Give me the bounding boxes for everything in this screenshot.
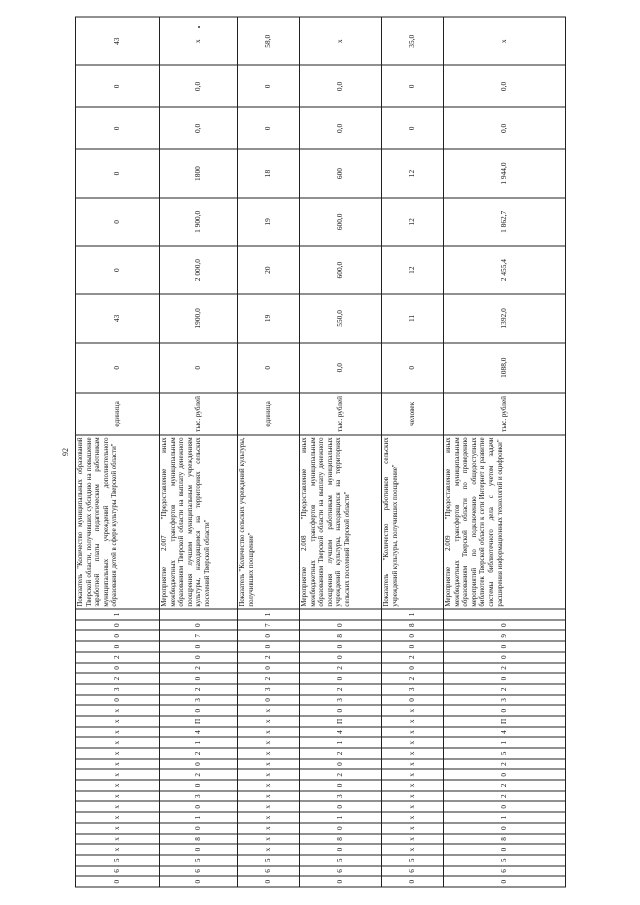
code-digit-cell: x (382, 802, 444, 813)
value-cell: 0 (238, 107, 300, 149)
code-digit-cell: 0 (160, 673, 238, 684)
code-digit-cell: x (382, 759, 444, 770)
page-number: 92 (61, 448, 70, 456)
value-cell: 0 (76, 107, 160, 149)
unit-cell: единица (76, 393, 160, 435)
code-digit-cell: x (238, 748, 300, 759)
code-digit-cell: 4 (160, 727, 238, 738)
code-digit-cell: 0 (300, 844, 382, 855)
code-digit-cell: x (238, 844, 300, 855)
code-digit-cell: 3 (76, 684, 160, 695)
code-digit-cell: 5 (444, 748, 566, 759)
code-digit-cell: 0 (76, 620, 160, 631)
code-digit-cell: 2 (238, 673, 300, 684)
value-cell: 19 (238, 198, 300, 246)
code-digit-cell: 2 (238, 652, 300, 663)
code-digit-cell: 0 (160, 652, 238, 663)
code-digit-cell: 2 (160, 748, 238, 759)
code-digit-cell: 9 (444, 631, 566, 642)
value-cell: 1800 (160, 149, 238, 197)
code-digit-cell: 0 (76, 641, 160, 652)
code-digit-cell: 2 (444, 791, 566, 802)
description-cell: Мероприятие 2.008 "Предоставление иных межбюджетных трансфертов муниципальным образованиям Тверской области на выплату денежного поощрения лучшим работникам муниципальных учреждений культуры, находящихся на территориях сельских поселений Тверской области" (300, 435, 382, 609)
code-digit-cell: x (238, 834, 300, 845)
code-digit-cell: 0 (300, 802, 382, 813)
code-digit-cell: П (160, 716, 238, 727)
code-digit-cell: 2 (382, 673, 444, 684)
code-digit-cell: 0 (300, 620, 382, 631)
code-digit-cell: 0 (444, 652, 566, 663)
code-digit-cell: 2 (300, 769, 382, 780)
value-cell: 58,0 (238, 17, 300, 65)
code-digit-cell: x (238, 759, 300, 770)
code-digit-cell: 0 (444, 641, 566, 652)
table-row (238, 17, 300, 887)
code-digit-cell: 3 (300, 695, 382, 706)
value-cell: 0 (76, 65, 160, 107)
code-digit-cell: 0 (160, 844, 238, 855)
code-digit-cell: 0 (444, 876, 566, 887)
code-digit-cell: x (382, 716, 444, 727)
value-cell: 35,0 (382, 17, 444, 65)
value-cell: 12 (382, 198, 444, 246)
code-digit-cell: 8 (160, 834, 238, 845)
code-digit-cell: x (238, 780, 300, 791)
code-digit-cell: x (238, 727, 300, 738)
code-digit-cell: 1 (160, 737, 238, 748)
code-digit-cell: 4 (444, 727, 566, 738)
code-digit-cell: 4 (300, 727, 382, 738)
code-digit-cell: 0 (300, 759, 382, 770)
value-cell: 2 000,0 (160, 246, 238, 294)
code-digit-cell: x (238, 791, 300, 802)
code-digit-cell: 3 (238, 684, 300, 695)
code-digit-cell: x (382, 823, 444, 834)
code-digit-cell: 0 (238, 663, 300, 674)
code-digit-cell: 2 (444, 663, 566, 674)
value-cell: 600,0 (300, 246, 382, 294)
code-digit-cell: 1 (382, 609, 444, 620)
code-digit-cell: 2 (444, 780, 566, 791)
code-digit-cell: x (238, 823, 300, 834)
code-digit-cell: x (76, 759, 160, 770)
code-digit-cell: 0 (444, 823, 566, 834)
value-cell: 0 (382, 343, 444, 393)
value-cell: 12 (382, 246, 444, 294)
code-digit-cell: x (382, 844, 444, 855)
value-cell: 2 455,4 (444, 246, 566, 294)
value-cell: 0,0 (444, 107, 566, 149)
value-cell: 12 (382, 149, 444, 197)
value-cell: 0,0 (444, 65, 566, 107)
code-digit-cell: 8 (382, 620, 444, 631)
code-digit-cell: 0 (382, 663, 444, 674)
code-digit-cell: 5 (238, 855, 300, 866)
value-cell: 0 (238, 343, 300, 393)
code-digit-cell: 3 (444, 695, 566, 706)
code-digit-cell: x (382, 727, 444, 738)
code-digit-cell (444, 609, 566, 620)
value-cell: 1088,0 (444, 343, 566, 393)
code-digit-cell: x (76, 737, 160, 748)
code-digit-cell: 5 (300, 855, 382, 866)
code-digit-cell: x (76, 769, 160, 780)
code-digit-cell: 0 (160, 780, 238, 791)
code-digit-cell: 6 (76, 866, 160, 877)
code-digit-cell: 0 (444, 769, 566, 780)
code-digit-cell: 0 (76, 876, 160, 887)
code-digit-cell: 1 (160, 812, 238, 823)
code-digit-cell: 0 (76, 663, 160, 674)
code-digit-cell: 1 (444, 812, 566, 823)
code-digit-cell: x (76, 748, 160, 759)
code-digit-cell: x (382, 834, 444, 845)
code-digit-cell: 0 (382, 631, 444, 642)
code-digit-cell: x (382, 705, 444, 716)
table-row (382, 17, 444, 887)
code-digit-cell: 0 (160, 705, 238, 716)
code-digit-cell: x (382, 791, 444, 802)
unit-cell: тыс. рублей (160, 393, 238, 435)
code-digit-cell: x (238, 737, 300, 748)
code-digit-cell: 8 (300, 834, 382, 845)
code-digit-cell: 6 (444, 866, 566, 877)
description-cell: Показатель "Количество муниципальных образований Тверской области, получивших субсидию на повышение заработной платы педагогическим работникам муниципальных учреждений дополнительного образования детей в сфере культуры Тверской области" (76, 435, 160, 609)
code-digit-cell: x (382, 737, 444, 748)
table-row (160, 17, 238, 887)
code-digit-cell: x (238, 769, 300, 780)
code-digit-cell: 3 (300, 791, 382, 802)
value-cell: 19 (238, 294, 300, 342)
value-cell: 43 (76, 17, 160, 65)
code-digit-cell: 5 (76, 855, 160, 866)
value-cell: 0 (160, 343, 238, 393)
code-digit-cell: x (382, 748, 444, 759)
code-digit-cell: 0 (160, 759, 238, 770)
code-digit-cell: 0 (300, 673, 382, 684)
description-cell: Показатель "Количество сельских учреждений культуры, получивших поощрение" (238, 435, 300, 609)
code-digit-cell: 0 (300, 641, 382, 652)
code-digit-cell: 0 (300, 876, 382, 887)
code-digit-cell: x (76, 705, 160, 716)
code-digit-cell: 2 (382, 652, 444, 663)
value-cell: 0,0 (160, 65, 238, 107)
code-digit-cell: x (76, 780, 160, 791)
value-cell: 43 (76, 294, 160, 342)
value-cell: x (160, 17, 238, 65)
code-digit-cell: x (382, 780, 444, 791)
code-digit-cell: 2 (300, 748, 382, 759)
code-digit-cell: 1 (300, 812, 382, 823)
code-digit-cell: 0 (160, 802, 238, 813)
code-digit-cell: 0 (444, 802, 566, 813)
code-digit-cell: 0 (382, 876, 444, 887)
code-digit-cell: x (76, 727, 160, 738)
code-digit-cell: П (300, 716, 382, 727)
code-digit-cell: x (382, 812, 444, 823)
value-cell: 0 (76, 246, 160, 294)
code-digit-cell: П (444, 716, 566, 727)
code-digit-cell: 0 (160, 641, 238, 652)
code-digit-cell: 7 (160, 631, 238, 642)
code-digit-cell: x (76, 812, 160, 823)
description-cell: Мероприятие 2.007 "Предоставление иных межбюджетных трансфертов муниципальным образованиям Тверской области на выплату денежного поощрения лучшим муниципальным учреждениям культуры, находящимся на территориях сельских поселений Тверской области" (160, 435, 238, 609)
value-cell: 1 900,0 (160, 198, 238, 246)
value-cell: x (444, 17, 566, 65)
value-cell: x (300, 17, 382, 65)
value-cell: 600,0 (300, 198, 382, 246)
code-digit-cell: 6 (300, 866, 382, 877)
code-digit-cell: 8 (444, 834, 566, 845)
value-cell: 0,0 (300, 107, 382, 149)
code-digit-cell: 2 (76, 652, 160, 663)
value-cell: 1 862,7 (444, 198, 566, 246)
rotated-document (61, 17, 565, 888)
value-cell: 0 (238, 65, 300, 107)
code-digit-cell: x (238, 716, 300, 727)
unit-cell: тыс. рублей (444, 393, 566, 435)
code-digit-cell: 2 (160, 663, 238, 674)
code-digit-cell: 1 (444, 737, 566, 748)
code-digit-cell: 0 (76, 695, 160, 706)
code-digit-cell (160, 609, 238, 620)
value-cell: 20 (238, 246, 300, 294)
code-digit-cell: 0 (382, 695, 444, 706)
code-digit-cell: 2 (444, 759, 566, 770)
value-cell: 0 (76, 198, 160, 246)
code-digit-cell: 0 (300, 780, 382, 791)
code-digit-cell: 0 (238, 695, 300, 706)
code-digit-cell: 0 (76, 631, 160, 642)
code-digit-cell: 1 (300, 737, 382, 748)
code-digit-cell: 0 (160, 823, 238, 834)
code-digit-cell: 8 (300, 631, 382, 642)
code-digit-cell: 0 (238, 876, 300, 887)
code-digit-cell: 0 (300, 705, 382, 716)
code-digit-cell: 0 (444, 844, 566, 855)
code-digit-cell: 1 (76, 609, 160, 620)
code-digit-cell: x (238, 802, 300, 813)
value-cell: 0 (76, 149, 160, 197)
program-table (75, 17, 566, 888)
value-cell: 1392,0 (444, 294, 566, 342)
code-digit-cell: 2 (160, 684, 238, 695)
code-digit-cell: x (238, 812, 300, 823)
code-digit-cell: 0 (444, 705, 566, 716)
value-cell: 0,0 (160, 107, 238, 149)
code-digit-cell: 0 (238, 631, 300, 642)
code-digit-cell: x (76, 716, 160, 727)
code-digit-cell: 2 (300, 663, 382, 674)
value-cell: 0 (382, 65, 444, 107)
table-row (300, 17, 382, 887)
code-digit-cell: 5 (444, 855, 566, 866)
description-cell: Показатель "Количество работников сельских учреждений культуры, получивших поощрение" (382, 435, 444, 609)
value-cell: 18 (238, 149, 300, 197)
table-row (76, 17, 160, 887)
unit-cell: единица (238, 393, 300, 435)
value-cell: 11 (382, 294, 444, 342)
code-digit-cell: 2 (444, 684, 566, 695)
value-cell: 0,0 (300, 343, 382, 393)
code-digit-cell: 0 (160, 620, 238, 631)
code-digit-cell: 2 (160, 769, 238, 780)
value-cell: 1900,0 (160, 294, 238, 342)
unit-cell: человек (382, 393, 444, 435)
code-digit-cell: x (76, 844, 160, 855)
code-digit-cell: 6 (382, 866, 444, 877)
code-digit-cell: 0 (160, 876, 238, 887)
code-digit-cell: 1 (238, 609, 300, 620)
value-cell: 0 (76, 343, 160, 393)
code-digit-cell: 0 (444, 673, 566, 684)
value-cell: 600 (300, 149, 382, 197)
table-row (444, 17, 566, 887)
code-digit-cell (300, 609, 382, 620)
code-digit-cell: 5 (382, 855, 444, 866)
unit-cell: тыс. рублей (300, 393, 382, 435)
code-digit-cell: 0 (444, 620, 566, 631)
code-digit-cell: x (238, 705, 300, 716)
code-digit-cell: 3 (382, 684, 444, 695)
code-digit-cell: x (76, 791, 160, 802)
code-digit-cell: x (76, 802, 160, 813)
code-digit-cell: 7 (238, 620, 300, 631)
code-digit-cell: 0 (238, 641, 300, 652)
code-digit-cell: 6 (238, 866, 300, 877)
value-cell: 0 (382, 107, 444, 149)
code-digit-cell: x (76, 834, 160, 845)
code-digit-cell: 2 (76, 673, 160, 684)
description-cell: Мероприятие 2.009 "Предоставление иных межбюджетных трансфертов муниципальным образованиям Тверской области по проведению мероприятий по подключению общедоступных библиотек Тверской области к сети Интернет и развитие системы библиотечного дела с учетом задачи расширения информационных технологий и оцифровки" (444, 435, 566, 609)
code-digit-cell: 2 (300, 684, 382, 695)
value-cell: 550,0 (300, 294, 382, 342)
code-digit-cell: x (382, 769, 444, 780)
code-digit-cell: 0 (382, 641, 444, 652)
code-digit-cell: 6 (160, 866, 238, 877)
code-digit-cell: x (76, 823, 160, 834)
code-digit-cell: 0 (300, 652, 382, 663)
value-cell: 0,0 (300, 65, 382, 107)
code-digit-cell: 0 (300, 823, 382, 834)
code-digit-cell: 3 (160, 695, 238, 706)
value-cell: 1 944,0 (444, 149, 566, 197)
code-digit-cell: 5 (160, 855, 238, 866)
code-digit-cell: 3 (160, 791, 238, 802)
